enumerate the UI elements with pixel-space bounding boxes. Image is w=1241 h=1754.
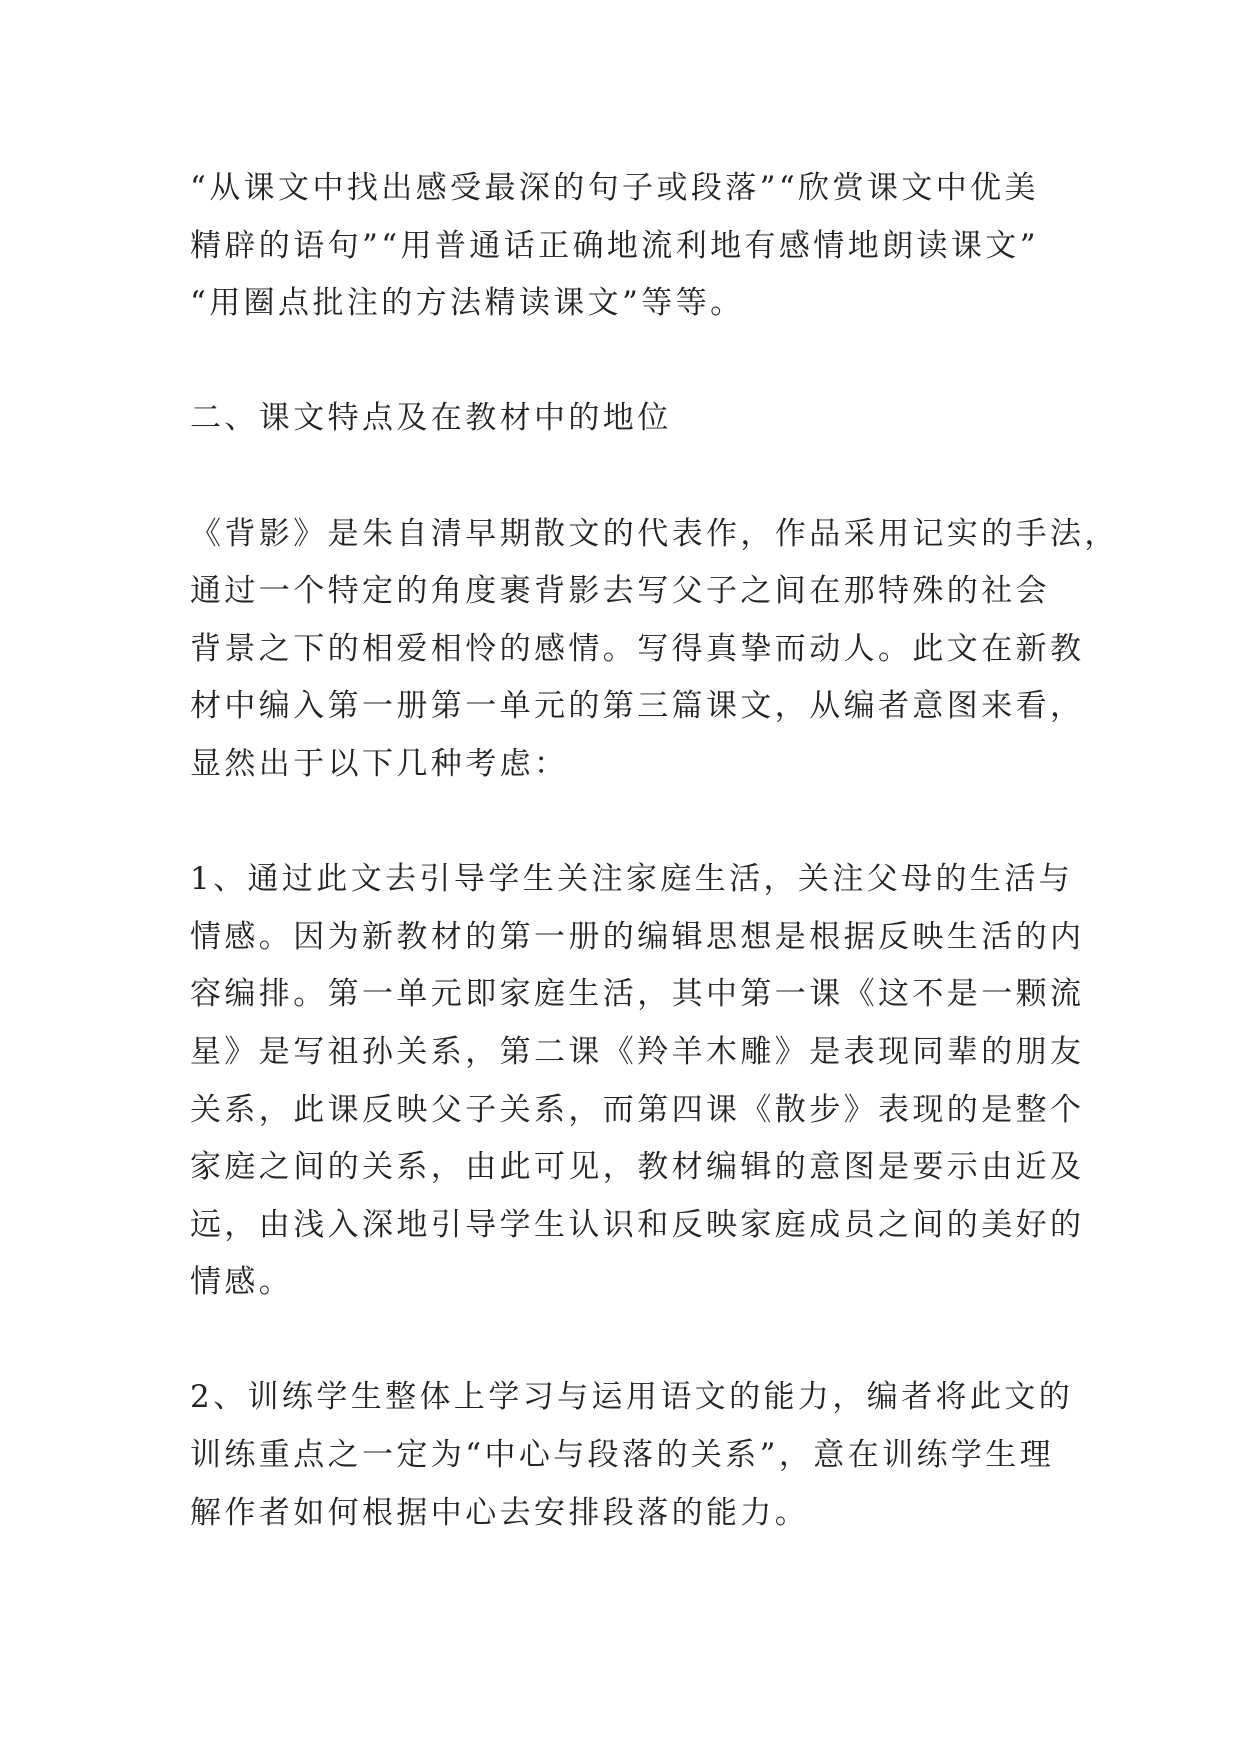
paragraph-line: 远，由浅入深地引导学生认识和反映家庭成员之间的美好的	[190, 1206, 1085, 1243]
paragraph-line: 显然出于以下几种考虑：	[190, 745, 569, 782]
paragraph-line: 背景之下的相爱相怜的感情。写得真挚而动人。此文在新教	[190, 630, 1085, 667]
paragraph-line: 通过一个特定的角度裹背影去写父子之间在那特殊的社会	[190, 573, 1050, 610]
section-heading-text: 二、课文特点及在教材中的地位	[190, 400, 672, 437]
paragraph-line: “从课文中找出感受最深的句子或段落”“欣赏课文中优美	[190, 170, 1039, 206]
paragraph-line: 训练重点之一定为“中心与段落的关系”，意在训练学生理	[190, 1437, 1055, 1474]
paragraph-point-1	[190, 851, 1085, 1312]
paragraph-text-intro	[190, 506, 1119, 794]
paragraph-line: “用圈点批注的方法精读课文”等等。	[190, 285, 745, 322]
paragraph-line: 容编排。第一单元即家庭生活，其中第一课《这不是一颗流	[190, 976, 1085, 1013]
paragraph-line: 家庭之间的关系，由此可见，教材编辑的意图是要示由近及	[190, 1149, 1085, 1186]
paragraph-line: 情感。	[190, 1264, 294, 1301]
paragraph-line: 材中编入第一册第一单元的第三篇课文，从编者意图来看，	[190, 688, 1085, 725]
paragraph-line: 情感。因为新教材的第一册的编辑思想是根据反映生活的内	[190, 918, 1085, 955]
paragraph-line: 2、训练学生整体上学习与运用语文的能力，编者将此文的	[190, 1379, 1074, 1416]
paragraph-line: 1、通过此文去引导学生关注家庭生活，关注父母的生活与	[190, 861, 1074, 898]
paragraph-line: 解作者如何根据中心去安排段落的能力。	[190, 1494, 810, 1531]
section-heading	[190, 390, 1070, 448]
paragraph-line: 《背影》是朱自清早期散文的代表作，作品采用记实的手法，	[190, 515, 1119, 552]
paragraph-point-2	[190, 1369, 1074, 1542]
paragraph-line: 星》是写祖孙关系，第二课《羚羊木雕》是表现同辈的朋友	[190, 1033, 1085, 1070]
paragraph-line: 精辟的语句”“用普通话正确地流利地有感情地朗读课文”	[190, 227, 1039, 264]
paragraph-reading-tasks	[190, 160, 1070, 333]
document-body	[190, 160, 1119, 1600]
paragraph-line: 关系，此课反映父子关系，而第四课《散步》表现的是整个	[190, 1091, 1085, 1128]
